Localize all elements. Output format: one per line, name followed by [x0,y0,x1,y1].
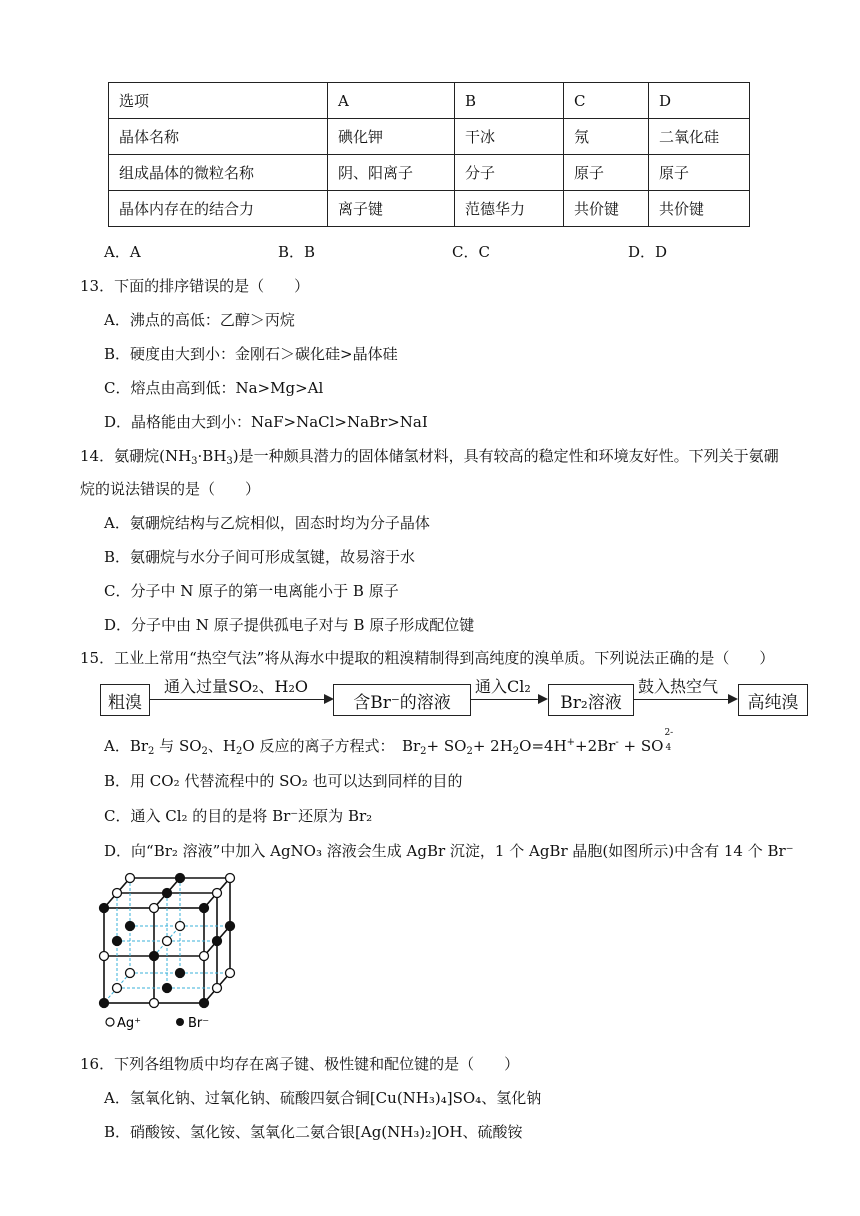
table-cell: 选项 [109,83,328,119]
q13-option-b: B．硬度由大到小：金刚石＞碳化硅>晶体硅 [104,345,398,363]
legend-ag-marker [106,1018,114,1026]
q14-option-a: A．氨硼烷结构与乙烷相似，固态时均为分子晶体 [104,514,430,532]
q15-option-d: D．向“Br₂ 溶液”中加入 AgNO₃ 溶液会生成 AgBr 沉淀，1 个 AgBr 晶胞(如图所示)中含有 14 个 Br⁻ [104,842,794,860]
table-cell: 范德华力 [455,191,564,227]
table-cell: 阴、阳离子 [328,155,455,191]
q16-option-b: B．硝酸铵、氢化铵、氢氧化二氨合银[Ag(NH₃)₂]OH、硫酸铵 [104,1123,523,1141]
table-cell: 共价键 [564,191,649,227]
q15-option-b: B．用 CO₂ 代替流程中的 SO₂ 也可以达到同样的目的 [104,772,463,790]
q13-option-c: C．熔点由高到低：Na>Mg>Al [104,379,324,397]
table-cell: 晶体内存在的结合力 [109,191,328,227]
q15-a-text: +2Br [575,737,616,755]
table-cell: 组成晶体的微粒名称 [109,155,328,191]
sulfate-charge: 2- [664,728,674,738]
subscript: 3 [191,456,198,467]
table-row [109,119,750,155]
table-cell: B [455,83,564,119]
q15-stem: 15．工业上常用“热空气法”将从海水中提取的粗溴精制得到高纯度的溴单质。下列说法正确的是（ ） [80,649,775,667]
legend-br-marker [176,1018,184,1026]
q15-a-text: 、H [207,737,236,755]
flow-box-pure-bromine: 高纯溴 [738,684,808,716]
flow-box-br-solution: 含Br⁻的溶液 [333,684,471,716]
q15-option-a: A．$Br_2$ 与 $SO_2$、$H_2O$ 反应的离子方程式： $Br_2+ SO_2+ 2H_2O=4H^++2Br^-$ + SO 2- 4 [104,728,674,757]
q15-a-text: + SO [618,737,664,755]
q15-a-text: A．Br [104,737,149,755]
flow-label-1: 通入过量SO₂、H₂O [164,677,308,696]
table-cell: 碘化钾 [328,119,455,155]
table-row [109,155,750,191]
table-cell: 离子键 [328,191,455,227]
subscript: 3 [226,456,233,467]
table-cell: 干冰 [455,119,564,155]
q15-a-text: + 2H [472,737,513,755]
flow-box-crude-bromine: 粗溴 [100,684,150,716]
flow-label-3: 鼓入热空气 [638,677,719,696]
q15-a-text: O=4H [519,737,567,755]
q15-a-text: O 反应的离子方程式： Br [242,737,421,755]
table-cell: 氖 [564,119,649,155]
q14-stem-text: 14．氨硼烷(NH [80,447,192,465]
table-cell: 分子 [455,155,564,191]
flow-label-2: 通入Cl₂ [475,677,531,696]
q14-option-c: C．分子中 N 原子的第一电离能小于 B 原子 [104,582,399,600]
table-cell: 二氧化硅 [649,119,750,155]
q15-a-text: + SO [426,737,467,755]
flow-arrow-3 [634,699,736,700]
flow-box-br2-solution: Br₂溶液 [548,684,634,716]
q12-option-c: C．C [452,243,490,261]
q13-option-d: D．晶格能由大到小：NaF>NaCl>NaBr>NaI [104,413,428,431]
sulfate-subscript: 4 [665,743,672,753]
q13-stem: 13．下面的排序错误的是（ ） [80,277,310,295]
q14-stem-text: )是一种颇具潜力的固体储氢材料，具有较高的稳定性和环境友好性。下列关于氨硼 [232,447,779,465]
table-cell: 共价键 [649,191,750,227]
ions [100,874,235,1008]
table-header-row [109,83,750,119]
q15-a-text: 与 SO [154,737,202,755]
q16-stem: 16．下列各组物质中均存在离子键、极性键和配位键的是（ ） [80,1055,520,1073]
q12-option-a: A．A [104,243,141,261]
agbr-unit-cell-diagram [96,870,246,1035]
table-cell: A [328,83,455,119]
table-row [109,191,750,227]
flow-arrow-1 [150,699,332,700]
table-cell: 晶体名称 [109,119,328,155]
table-cell: C [564,83,649,119]
table-cell: D [649,83,750,119]
legend-ag-label: Ag⁺ [117,1016,142,1031]
q15-option-c: C．通入 Cl₂ 的目的是将 Br⁻还原为 Br₂ [104,807,373,825]
q14-stem-text: ·BH [197,447,227,465]
q14-stem [80,445,779,467]
q13-option-a: A．沸点的高低：乙醇＞丙烷 [104,311,295,329]
table-cell: 原子 [564,155,649,191]
q14-option-d: D．分子中由 N 原子提供孤电子对与 B 原子形成配位键 [104,616,475,634]
q14-option-b: B．氨硼烷与水分子间可形成氢键，故易溶于水 [104,548,416,566]
table-cell: 原子 [649,155,750,191]
q12-option-b: B．B [278,243,316,261]
q14-stem-line2: 烷的说法错误的是（ ） [80,480,261,498]
flow-arrow-2 [471,699,546,700]
q12-option-d: D．D [628,243,668,261]
q16-option-a: A．氢氧化钠、过氧化钠、硫酸四氨合铜[Cu(NH₃)₄]SO₄、氢化钠 [104,1089,542,1107]
legend-br-label: Br⁻ [188,1016,210,1031]
crystal-table [108,82,750,227]
